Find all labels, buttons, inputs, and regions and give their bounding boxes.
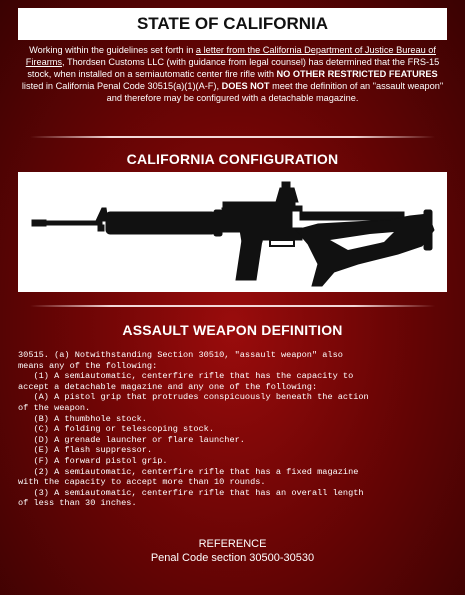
- intro-bold-1: NO OTHER RESTRICTED FEATURES: [276, 69, 438, 79]
- intro-text-2: , Thordsen Customs LLC (with guidance from legal counsel) has determined that the FRS-15 stock, when installed on a semiautomatic center fire rifle with: [27, 57, 440, 79]
- penal-code-line: of less than 30 inches.: [18, 498, 137, 509]
- reference-citation: Penal Code section 30500-30530: [150, 552, 315, 564]
- divider: [30, 136, 435, 138]
- penal-code-line: (A) A pistol grip that protrudes conspicuously beneath the action: [18, 392, 369, 403]
- reference-block: [0, 537, 465, 565]
- rifle-image: [18, 172, 447, 292]
- penal-code-line: means any of the following:: [18, 360, 158, 371]
- intro-bold-2: DOES NOT: [221, 81, 270, 91]
- rifle-image-panel: [18, 172, 447, 292]
- penal-code-line: (C) A folding or telescoping stock.: [18, 424, 214, 435]
- intro-paragraph: [20, 44, 445, 104]
- penal-code-line: (F) A forward pistol grip.: [18, 455, 168, 466]
- page-title: STATE OF CALIFORNIA: [18, 8, 447, 40]
- penal-code-line: (E) A flash suppressor.: [18, 445, 153, 456]
- penal-code-line: accept a detachable magazine and any one of the following:: [18, 381, 318, 392]
- configuration-heading: CALIFORNIA CONFIGURATION: [126, 151, 339, 167]
- penal-code-line: (B) A thumbhole stock.: [18, 413, 147, 424]
- intro-text-1: Working within the guidelines set forth in: [29, 45, 196, 55]
- penal-code-line: 30515. (a) Notwithstanding Section 30510, "assault weapon" also: [18, 350, 343, 360]
- penal-code-text: [18, 350, 447, 509]
- penal-code-line: (3) A semiautomatic, centerfire rifle that has an overall length: [18, 487, 364, 498]
- penal-code-line: (2) A semiautomatic, centerfire rifle that has a fixed magazine: [18, 466, 359, 477]
- definition-heading: ASSAULT WEAPON DEFINITION: [122, 322, 343, 338]
- penal-code-line: (D) A grenade launcher or flare launcher.: [18, 434, 245, 445]
- intro-text-4: meet the definition of an "assault weapon" and therefore may be configured with a detachable magazine.: [106, 81, 444, 103]
- reference-label: REFERENCE: [198, 538, 267, 550]
- penal-code-line: with the capacity to accept more than 10 rounds.: [18, 477, 266, 488]
- divider: [30, 305, 435, 307]
- penal-code-line: of the weapon.: [18, 402, 91, 413]
- intro-text-3: listed in California Penal Code 30515(a)(1)(A-F),: [21, 81, 222, 91]
- doj-letter-link[interactable]: a letter from the California Department of Justice Bureau of Firearms: [25, 45, 436, 67]
- penal-code-line: (1) A semiautomatic, centerfire rifle that has the capacity to: [18, 371, 354, 382]
